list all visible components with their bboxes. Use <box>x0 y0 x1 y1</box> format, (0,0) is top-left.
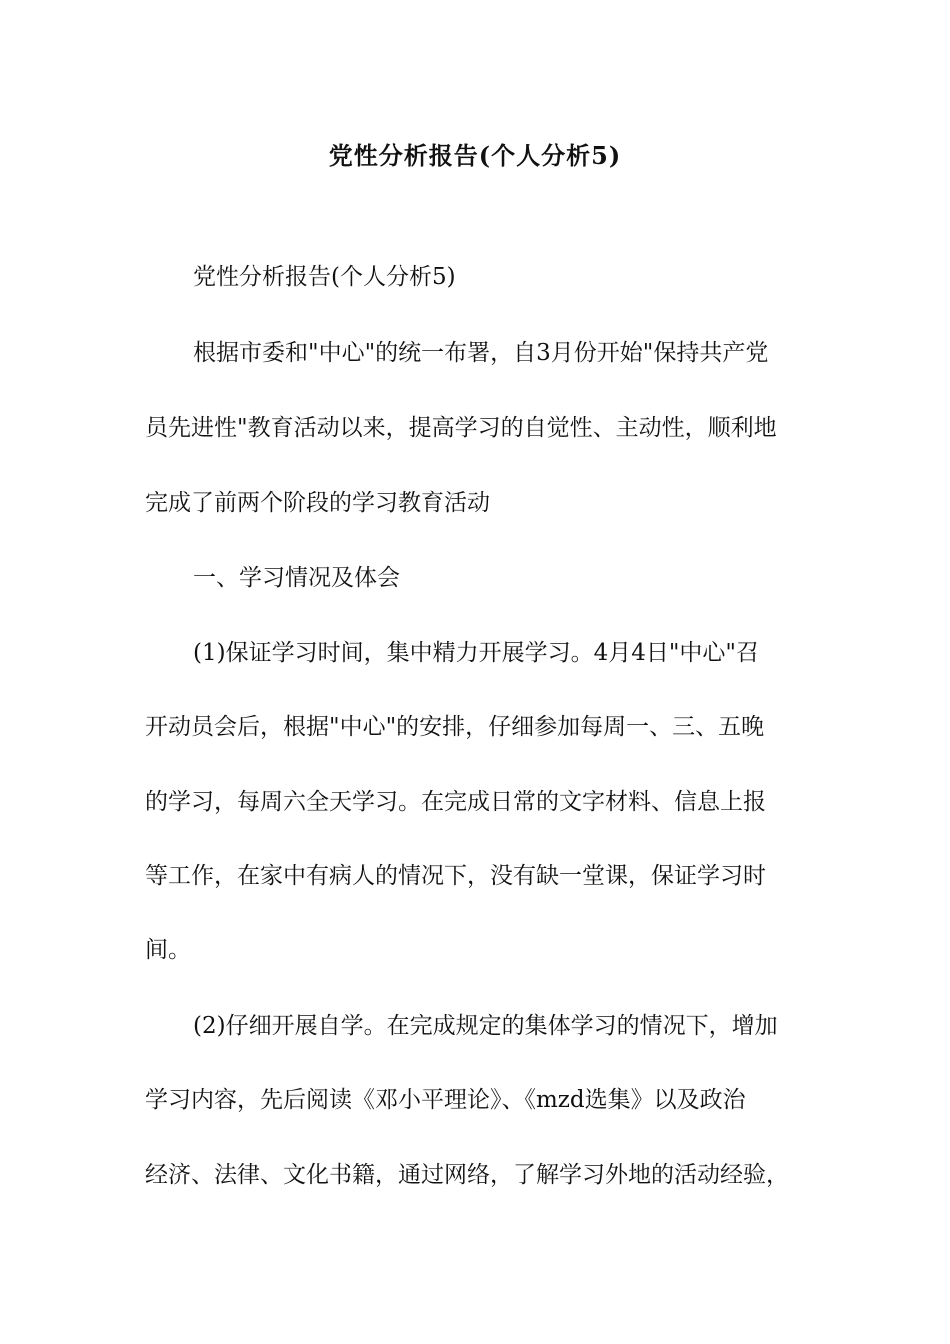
paragraph-item1-line-4: 等工作，在家中有病人的情况下，没有缺一堂课，保证学习时 <box>145 863 766 889</box>
paragraph-item1-line-3: 的学习，每周六全天学习。在完成日常的文字材料、信息上报 <box>145 789 766 815</box>
paragraph-intro-line-2: 员先进性"教育活动以来，提高学习的自觉性、主动性，顺利地 <box>145 415 777 441</box>
document-title: 党性分析报告(个人分析5) <box>328 141 622 170</box>
paragraph-item1-line-1: (1)保证学习时间，集中精力开展学习。4月4日"中心"召 <box>193 640 760 666</box>
section-heading-study: 一、学习情况及体会 <box>193 565 400 591</box>
paragraph-item2-line-1: (2)仔细开展自学。在完成规定的集体学习的情况下，增加 <box>193 1013 778 1039</box>
paragraph-item2-line-2: 学习内容，先后阅读《邓小平理论》、《mzd选集》以及政治 <box>145 1087 746 1113</box>
paragraph-item2-line-3: 经济、法律、文化书籍，通过网络，了解学习外地的活动经验， <box>145 1162 789 1188</box>
paragraph-item1-line-5: 间。 <box>145 937 191 963</box>
paragraph-intro-line-3: 完成了前两个阶段的学习教育活动 <box>145 490 490 516</box>
paragraph-subtitle-line: 党性分析报告(个人分析5) <box>193 264 456 290</box>
paragraph-intro-line-1: 根据市委和"中心"的统一布署，自3月份开始"保持共产党 <box>193 340 769 366</box>
paragraph-item1-line-2: 开动员会后，根据"中心"的安排，仔细参加每周一、三、五晚 <box>145 714 765 740</box>
